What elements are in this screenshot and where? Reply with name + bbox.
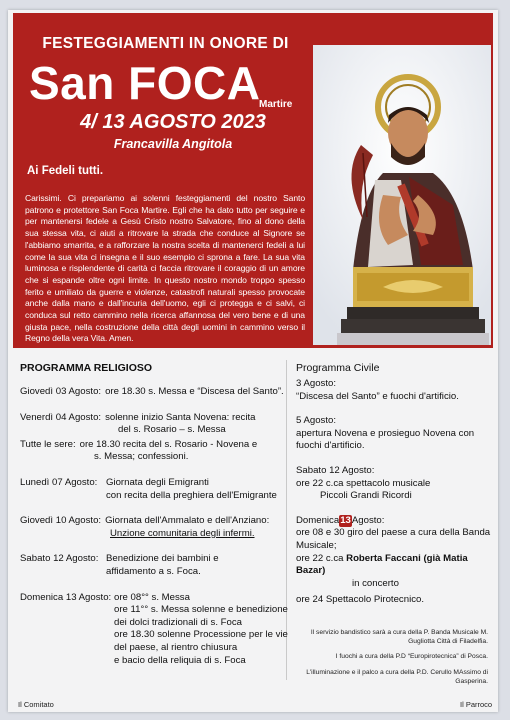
event-day: Giovedì 10 Agosto: (20, 515, 102, 527)
event-line: e bacio della reliquia di s. Foca (114, 654, 246, 666)
event-text: ore 18.30 s. Messa e “Discesa del Santo”. (105, 386, 284, 397)
event-line: ore 18.30 recita del s. Rosario - Novena e (79, 438, 258, 450)
event-line: con recita della preghiera dell'Emigrante (106, 489, 277, 501)
civile-text: apertura Novena e prosieguo Novena con fuochi d'artificio. (296, 427, 475, 452)
programma-religioso (20, 362, 290, 680)
event-line: Giornata degli Emigranti (106, 476, 209, 488)
martire-label: Martire (259, 99, 293, 110)
event-line: ore 08°° s. Messa (114, 591, 190, 603)
event-day: Giovedì 03 Agosto: (20, 386, 102, 397)
saint-statue-photo (313, 45, 491, 345)
civile-13-agosto (296, 515, 492, 607)
event-giovedi-10 (20, 515, 290, 540)
event-line: solenne inizio Santa Novena: recita (105, 411, 256, 423)
civile-day (296, 515, 492, 528)
event-line: dei dolci tradizionali di s. Foca (114, 616, 242, 628)
event-day: Venerdì 04 Agosto: (20, 411, 102, 423)
event-sabato-12 (20, 553, 290, 578)
event-lines (114, 592, 290, 668)
event-line: affidamento a s. Foca. (106, 565, 201, 577)
civile-text: ore 22 c.ca spettacolo musicale (296, 477, 431, 489)
letter-body: Carissimi. Ci prepariamo ai solenni festeggiamenti del nostro Santo patrono e protettore San Foca Martire. Egli che ha dato tutto per seguire e per mantenersi fedele a Gesù Cristo nostro Salvatore, fino al dono della sua stessa vita, ci aiuti a ritrovare la strada che conduce al Signore se l'abbiamo smarrita, e a rafforzare la nostra scelta di mantenerci fedeli a lui come la sua vita ci insegna e il suo esempio ci sprona a fare. La sua vita luminosa e risplendente di carità ci faccia ritrovare il coraggio di un amore che si espande oltre ogni limite. In questo nostro mondo troppo spesso ferito e umiliato da guerre e violenze, catastrofi naturali spesso provocate anche dalla mano e dall'incuria dell'uomo, egli ci protegga e ci salvi, ci conduca sul retto cammino nella ricerca affannosa del vero bene e di una giusta pace, nella costruzione della città degli uomini in cammino verso il Regno della vera Vita. Amen. (25, 193, 305, 344)
saint-name: San FOCA (29, 57, 261, 109)
civile-12-agosto (296, 465, 492, 503)
time-text: ore 22 c.ca (296, 552, 344, 564)
event-line: Benedizione dei bambini e (106, 553, 219, 565)
artist-name: Roberta Faccani (già Matia Bazar) (296, 552, 468, 577)
festival-dates: 4/ 13 AGOSTO 2023 (80, 111, 266, 133)
poster-sheet (8, 10, 498, 712)
civile-day: Sabato 12 Agosto: (296, 464, 375, 476)
event-line: Giornata dell'Ammalato e dell'Anziano: (105, 515, 270, 527)
religioso-title: PROGRAMMA RELIGIOSO (20, 362, 153, 374)
civile-text: in concerto (352, 577, 399, 589)
note-banda: Il servizio bandistico sarà a cura della P. Banda Musicale M. Gugliotta Città di Filadelfia. (310, 629, 488, 646)
civile-text (296, 553, 492, 578)
event-day: Lunedì 07 Agosto: (20, 476, 98, 488)
civile-3-agosto (296, 378, 492, 403)
programma-civile (296, 362, 492, 619)
civile-5-agosto (296, 415, 492, 453)
day-post: Agosto: (351, 514, 385, 526)
event-domenica-13 (20, 592, 290, 668)
event-giovedi-03 (20, 386, 290, 399)
town-name: Francavilla Angitola (113, 137, 233, 151)
footer-comitato: Il Comitato (18, 700, 54, 709)
event-line: s. Messa; confessioni. (94, 451, 189, 463)
header-banner (13, 13, 493, 348)
civile-text: “Discesa del Santo” e fuochi d'artificio. (296, 390, 459, 402)
event-day: Tutte le sere: (20, 438, 76, 450)
civile-day: 5 Agosto: (296, 415, 337, 427)
title-line: FESTEGGIAMENTI IN ONORE DI (42, 35, 289, 52)
civile-title: Programma Civile (296, 362, 380, 374)
civile-text: Piccoli Grandi Ricordi (320, 490, 412, 502)
event-day: Sabato 12 Agosto: (20, 553, 99, 565)
event-line: ore 18.30 solenne Processione per le vie (114, 629, 288, 641)
civile-text: ore 08 e 30 giro del paese a cura della Banda Musicale; (296, 527, 491, 551)
event-line: ore 11°° s. Messa solenne e benedizione (114, 604, 288, 616)
event-venerdi-04 (20, 412, 290, 464)
event-day: Domenica 13 Agosto: (20, 591, 112, 603)
footer-parroco: Il Parroco (460, 700, 493, 709)
event-line: Unzione comunitaria degli infermi. (110, 527, 255, 539)
event-line: del paese, al rientro chiusura (114, 641, 238, 653)
letter-greeting: Ai Fedeli tutti. (27, 165, 104, 177)
day-pre: Domenica (296, 514, 340, 526)
event-lunedi-07 (20, 477, 290, 502)
civile-day: 3 Agosto: (296, 378, 337, 389)
civile-text: ore 24 Spettacolo Pirotecnico. (296, 594, 424, 606)
day-number-highlight: 13 (340, 514, 351, 526)
note-illuminazione: L'illuminazione e il palco a cura della P.D. Cerullo MAssimo di Gasperina. (306, 669, 488, 686)
note-fuochi: I fuochi a cura della P.D “Europirotecnica” di Posca. (335, 653, 488, 660)
event-line: del s. Rosario – s. Messa (118, 424, 226, 436)
